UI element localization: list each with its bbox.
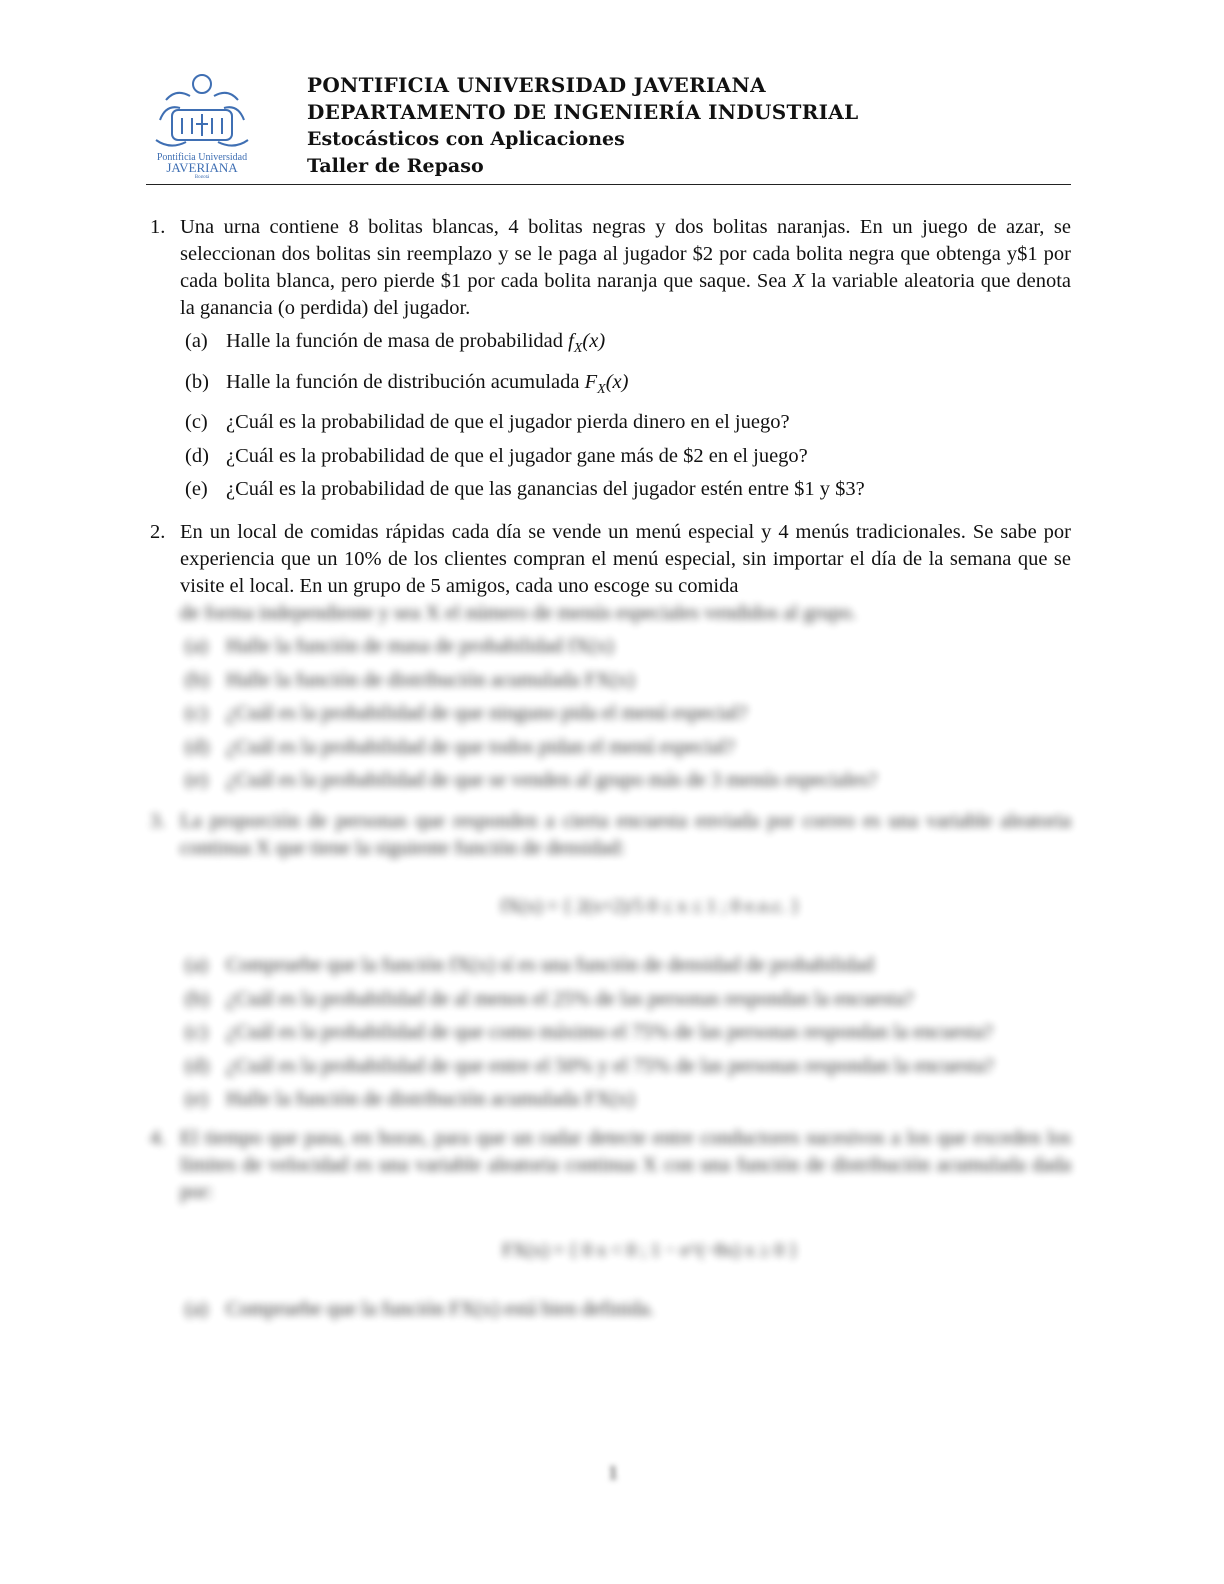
- document-title: Taller de Repaso: [307, 155, 484, 177]
- problem-part: (d) ¿Cuál es la probabilidad de que todos pidan el menú especial?: [185, 735, 735, 758]
- problem-part: (a) Halle la función de masa de probabilidad $f_X(x)$: [185, 330, 606, 357]
- problem-statement-continued: de forma independiente y sea X el número de menús especiales vendidos al grupo.: [180, 602, 857, 625]
- problem-number: 4.: [150, 1127, 166, 1150]
- problem-part: (d) ¿Cuál es la probabilidad de que entre el 50% y el 75% de las personas respondan la encuesta?: [185, 1054, 994, 1077]
- problem-statement: Una urna contiene 8 bolitas blancas, 4 bolitas negras y dos bolitas naranjas. En un juego de azar, se seleccionan dos bolitas sin reemplazo y se le paga al jugador $2 por cada bolita negra que obtenga y$1 por cada bolita blanca, pero pierde $1 por cada bolita naranja que saque. Sea X la variable aleatoria que denota la ganancia (o perdida) del jugador.: [180, 216, 1071, 319]
- density-equation: [180, 872, 1071, 942]
- distribution-equation: [180, 1216, 1071, 1286]
- problem-statement: El tiempo que pasa, en horas, para que un radar detecte entre conductores sucesivos a los que exceden los límites de velocidad es una variable aleatoria continua X con una función de distribución acumulada dada por:: [180, 1127, 1071, 1204]
- problem-number: 2.: [150, 521, 166, 544]
- department-name: DEPARTAMENTO DE INGENIERÍA INDUSTRIAL: [307, 100, 859, 124]
- problem-part: (e) ¿Cuál es la probabilidad de que se venden al grupo más de 3 menús especiales?: [185, 769, 878, 792]
- problem-parts: [180, 1296, 1071, 1323]
- course-name: Estocásticos con Aplicaciones: [307, 128, 625, 150]
- problem-parts: [180, 952, 1071, 1113]
- equation-text: FX(x) = { 0 x < 0 ; 1 − e^(−8x) x ≥ 0 }: [502, 1240, 798, 1262]
- problem-part: (b) ¿Cuál es la probabilidad de al menos el 25% de las personas respondan la encuesta?: [185, 987, 914, 1010]
- problem-3: [146, 808, 1071, 1113]
- problem-list: [146, 214, 1071, 1335]
- problem-statement: La proporción de personas que responden a cierta encuesta enviada por correo es una variable aleatoria continua X que tiene la siguiente función de densidad:: [180, 810, 1071, 860]
- problem-2: [146, 519, 1071, 794]
- problem-parts: [180, 328, 1071, 503]
- logo-text-main: JAVERIANA: [166, 160, 238, 175]
- logo-text-top: Pontificia Universidad: [156, 152, 248, 163]
- problem-part: (a) Compruebe que la función fX(x) sí es una función de densidad de probabilidad: [185, 954, 874, 977]
- problem-statement: En un local de comidas rápidas cada día se vende un menú especial y 4 menús tradicionales. Se sabe por experiencia que un 10% de los clientes compran el menú especial, sin importar el día de la semana que se visite el local. En un grupo de 5 amigos, cada uno escoge su comida: [180, 521, 1071, 598]
- document-header: [307, 72, 1067, 180]
- problem-part: (a) Compruebe que la función FX(x) está bien definida.: [185, 1298, 655, 1321]
- problem-number: 3.: [150, 810, 166, 833]
- problem-part: (e) ¿Cuál es la probabilidad de que las ganancias del jugador estén entre $1 y $3?: [185, 478, 865, 501]
- problem-part: (d) ¿Cuál es la probabilidad de que el jugador gane más de $2 en el juego?: [185, 444, 808, 467]
- problem-4: [146, 1125, 1071, 1323]
- problem-part: (a) Halle la función de masa de probabilidad fX(x): [185, 635, 614, 658]
- equation-text: fX(x) = { 2(x+2)/5 0 ≤ x ≤ 1 ; 0 e.o.c. }: [500, 896, 800, 918]
- problem-part: (c) ¿Cuál es la probabilidad de que ninguno pida el menú especial?: [185, 702, 748, 725]
- problem-part: (c) ¿Cuál es la probabilidad de que el jugador pierda dinero en el juego?: [185, 411, 790, 434]
- problem-part: (b) Halle la función de distribución acumulada $F_X(x)$: [185, 370, 629, 397]
- header-divider: [146, 184, 1071, 185]
- university-name: PONTIFICIA UNIVERSIDAD JAVERIANA: [307, 73, 766, 97]
- blurred-section: [180, 600, 1071, 794]
- problem-part: (c) ¿Cuál es la probabilidad de que como máximo el 75% de las personas respondan la encuesta?: [185, 1021, 993, 1044]
- university-logo: [146, 70, 258, 178]
- problem-1: [146, 214, 1071, 503]
- problem-part: (b) Halle la función de distribución acumulada FX(x): [185, 668, 635, 691]
- logo-text-city: Bogotá: [194, 175, 210, 178]
- problem-number: 1.: [150, 216, 166, 238]
- problem-parts: [180, 633, 1071, 794]
- problem-part: (e) Halle la función de distribución acumulada FX(x): [185, 1088, 635, 1111]
- page-number: 1: [608, 1462, 618, 1484]
